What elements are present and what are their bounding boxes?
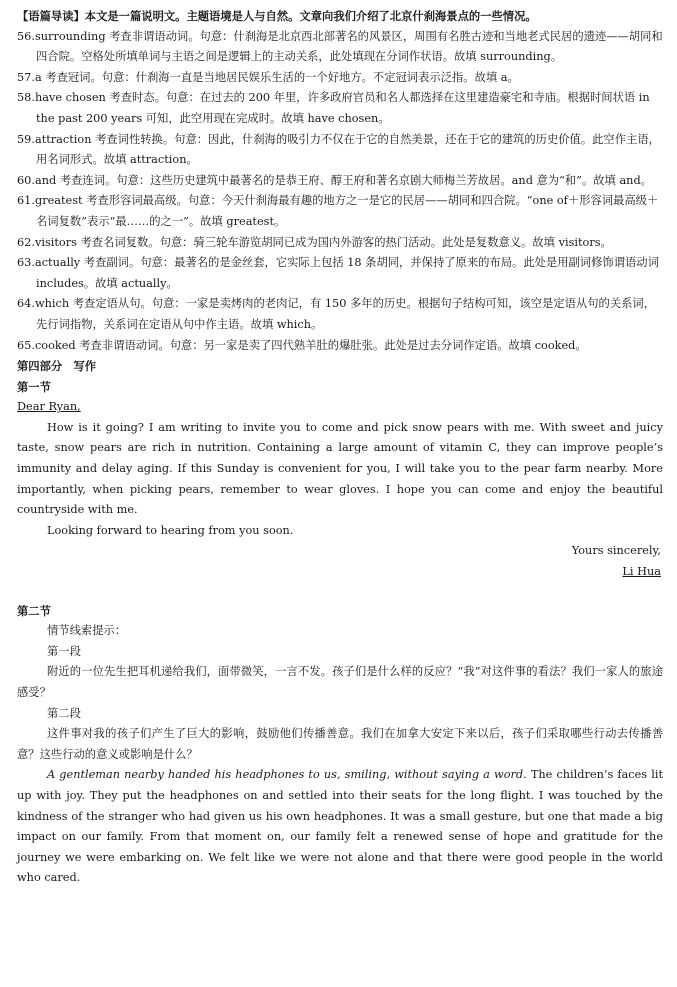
section1-heading: 第一节: [17, 379, 51, 394]
letter-signature: Li Hua: [622, 565, 661, 579]
letter-closing: Yours sincerely,: [571, 544, 661, 558]
para2-hint: 这件事对我的孩子们产生了巨大的影响，鼓励他们传播善意。我们在加拿大安定下来以后，孩子们采取哪些行动去传播善意？这些行动的意义或影响是什么？: [17, 727, 663, 761]
story-opening-sentence: A gentleman nearby handed his headphones to us, smiling, without saying a word.: [47, 768, 527, 782]
letter-body: How is it going? I am writing to invite you to come and pick snow pears with me. With sweet and juicy taste, snow pears are rich in nutrition. Containing a large amount of vitamin C, they can improve people’s immunity and delay aging. If this Sunday is convenient for you, I will take you to the pear farm nearby. More importantly, when picking pears, remember to wear gloves. I hope you can come and enjoy the beautiful countryside with me.: [17, 420, 663, 517]
answer-item: 64.which 考查定语从句。句意：一家是卖烤肉的老肉记，有 150 多年的历史。根据句子结构可知，该空是定语从句的关系词，先行词指物，关系词在定语从句中作主语。故填 which。: [17, 297, 656, 331]
para1-title: 第一段: [47, 644, 81, 658]
reading-guide: 【语篇导读】本文是一篇说明文。主题语境是人与自然。文章向我们介绍了北京什刹海景点的一些情况。: [17, 9, 537, 23]
answer-item: 59.attraction 考查词性转换。句意：因此，什刹海的吸引力不仅在于它的自然美景，还在于它的建筑的历史价值。此空作主语，用名词形式。故填 attraction。: [17, 132, 660, 167]
hints-title: 情节线索提示：: [47, 624, 127, 638]
letter-closing-line: Looking forward to hearing from you soon.: [47, 523, 294, 537]
story-body: The children’s faces lit up with joy. They put the headphones on and settled into their seats for the long flight. I was touched by the kindness of the stranger who had given us his own headphones. It was a small gesture, but one that made a big impact on our family. From that moment on, our family felt a renewed sense of hope and gratitude for the journey we were embarking on. We felt like we were not alone and that there were good people in the world who cared.: [17, 768, 663, 885]
part-heading: 第四部分 写作: [17, 359, 97, 374]
answer-item: 65.cooked 考查非谓语动词。句意：另一家是卖了四代熟羊肚的爆肚张。此处是过去分词作定语。故填 cooked。: [17, 338, 587, 352]
answer-item: 62.visitors 考查名词复数。句意：骑三轮车游览胡同已成为国内外游客的热门活动。此处是复数意义。故填 visitors。: [17, 235, 612, 249]
para1-hint: 附近的一位先生把耳机递给我们，面带微笑，一言不发。孩子们是什么样的反应？“我”对这件事的看法？我们一家人的旅途感受？: [17, 665, 663, 699]
letter: [17, 397, 663, 582]
answer-item: 61.greatest 考查形容词最高级。句意：今天什刹海最有趣的地方之一是它的民居——胡同和四合院。“one of＋形容词最高级＋名词复数”表示“最……的之一”。故填 greatest。: [17, 194, 659, 228]
answer-list: [17, 27, 663, 357]
section2-heading: 第二节: [17, 603, 51, 618]
para2-title: 第二段: [47, 706, 81, 720]
story-continuation: [17, 765, 663, 889]
answer-item: 56.surrounding 考查非谓语动词。句意：什刹海是北京西北部著名的风景区，周围有名胜古迹和当地老式民居的遗迹——胡同和四合院。空格处所填单词与主语之间是逻辑上的主动关系，此处填现在分词作状语。故填 surrounding。: [17, 29, 663, 64]
answer-item: 58.have chosen 考查时态。句意：在过去的 200 年里，许多政府官员和名人都选择在这里建造豪宅和寺庙。根据时间状语 in the past 200 years 可知，此空用现在完成时。故填 have chosen。: [17, 91, 650, 125]
answer-item: 63.actually 考查副词。句意：最著名的是金丝套，它实际上包括 18 条胡同，并保持了原来的布局。此处是用副词修饰谓语动词 includes。故填 actually。: [17, 256, 659, 290]
answer-item: 60.and 考查连词。句意：这些历史建筑中最著名的是恭王府、醇王府和著名京剧大师梅兰芳故居。and 意为“和”。故填 and。: [17, 173, 652, 187]
answer-item: 57.a 考查冠词。句意：什刹海一直是当地居民娱乐生活的一个好地方。不定冠词表示泛指。故填 a。: [17, 70, 519, 84]
letter-salutation: Dear Ryan,: [17, 400, 81, 414]
